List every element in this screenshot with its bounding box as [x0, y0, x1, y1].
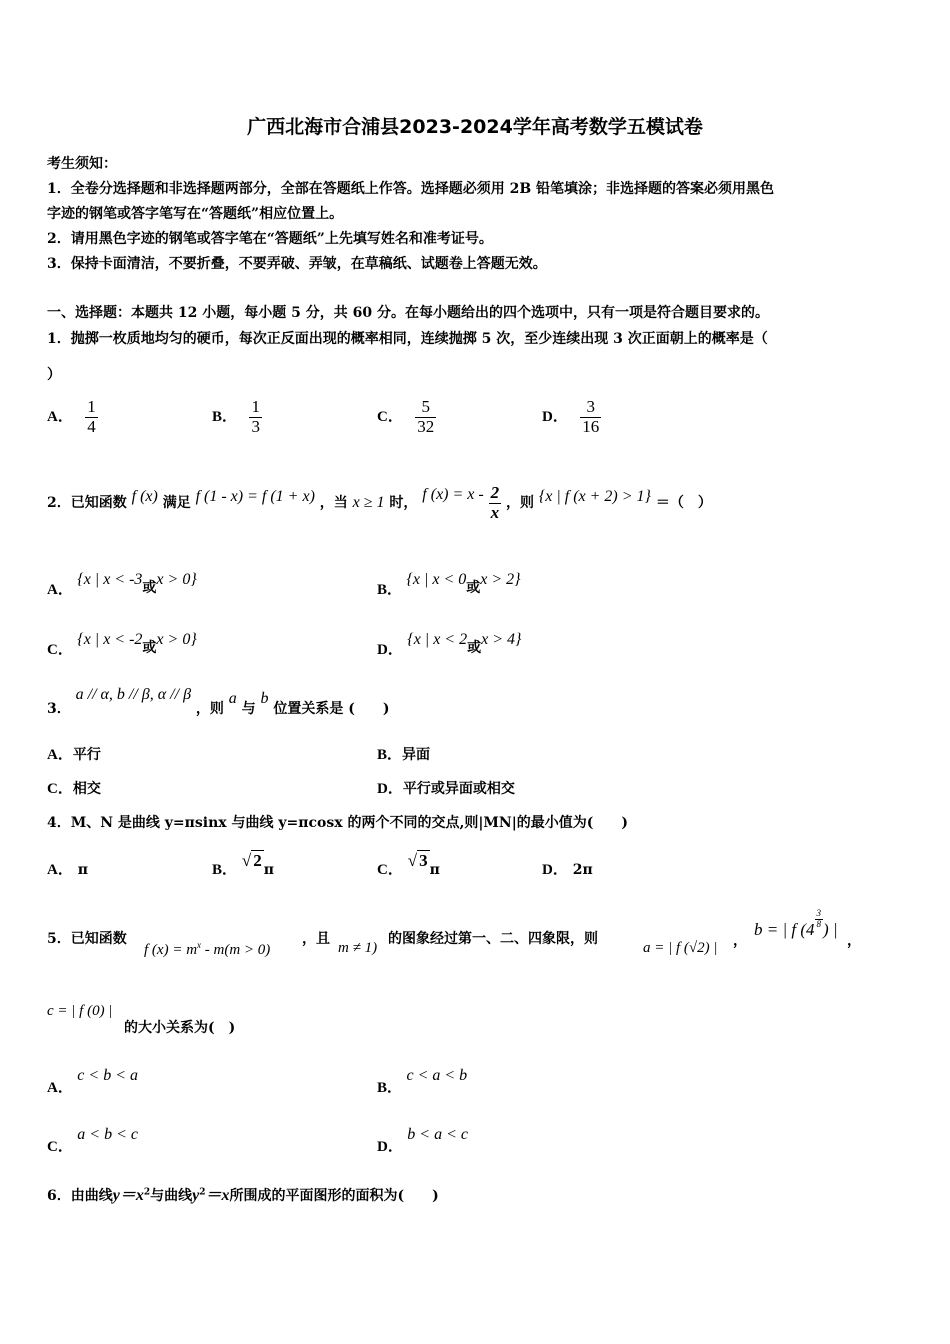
q5-c-expr: c = | f (0) |	[47, 1003, 113, 1019]
q3-text: ，则	[195, 701, 224, 717]
q1-option-a[interactable]	[47, 398, 98, 436]
q4-option-c[interactable]	[377, 851, 440, 879]
or-word: 或	[142, 640, 157, 656]
math-expr: ＝x	[205, 1187, 230, 1204]
q3-number: 3．	[47, 701, 71, 717]
option-label: C．	[47, 1139, 73, 1155]
q1-option-d[interactable]	[542, 398, 601, 436]
math-expr: x > 2}	[480, 571, 521, 588]
q4-option-a[interactable]	[47, 858, 88, 879]
option-label: A．	[47, 1080, 73, 1096]
math-expr: a // α, b // β, α // β	[75, 686, 192, 703]
math-sup: x	[197, 940, 202, 950]
notice-line-3: 3．保持卡面清洁，不要折叠，不要弄破、弄皱，在草稿纸、试题卷上答题无效。	[47, 256, 547, 272]
q2-text: ＝（ ）	[655, 495, 712, 512]
q5-function	[144, 940, 270, 959]
q4-stem: 4．M、N 是曲线 y=πsinx 与曲线 y=πcosx 的两个不同的交点,则|MN|的最小值为( )	[47, 815, 629, 831]
math-expr: - m(m > 0)	[201, 942, 271, 958]
option-text: 相交	[72, 781, 101, 797]
math-expr: x ≥ 1	[352, 494, 385, 512]
q3-text: 位置关系是 ( )	[273, 701, 390, 717]
math-expr: {x | x < 2	[407, 631, 468, 648]
math-expr: ＝x	[119, 1187, 144, 1204]
math-expr: y	[192, 1187, 200, 1204]
q5-cond: m ≠ 1)	[338, 940, 378, 956]
q5-option-a[interactable]	[47, 1064, 138, 1096]
q5-option-d[interactable]	[377, 1123, 468, 1155]
sqrt-expr: √ 2	[241, 851, 262, 870]
option-label: D．	[377, 642, 403, 658]
q5-text-4: ，	[847, 933, 861, 949]
math-expr: ) |	[823, 920, 838, 939]
math-expr: x > 0}	[156, 631, 197, 648]
option-label: C．	[47, 781, 73, 797]
option-label: B．	[212, 862, 238, 878]
notice-line-1a: 1．全卷分选择题和非选择题两部分，全部在答题纸上作答。选择题必须用 2B 铅笔填涂；非选择题的答案必须用黑色	[47, 181, 775, 197]
q5-text-5: 的大小关系为( )	[124, 1020, 236, 1036]
option-label: A．	[47, 862, 73, 878]
option-text: 2π	[572, 862, 593, 878]
math-expr: f (x) = x -	[422, 486, 484, 504]
fraction: $\frac{5}{32}$	[417, 397, 435, 436]
q5-text-1: ，且	[302, 931, 330, 947]
q3-option-a[interactable]	[47, 743, 101, 764]
q2-text: 满足	[162, 495, 191, 512]
math-expr: y	[112, 1187, 120, 1204]
q2-text: ，当	[319, 495, 348, 512]
exponent-fraction: $\frac{3}{8}$	[816, 907, 822, 929]
q5-b-expr	[754, 907, 838, 941]
q1-stem: 1．抛掷一枚质地均匀的硬币，每次正反面出现的概率相同，连续抛掷 5 次，至少连续出现 3 次正面朝上的概率是（	[47, 331, 768, 347]
option-label: A．	[47, 747, 73, 763]
section-heading: 一、选择题：本题共 12 小题，每小题 5 分，共 60 分。在每小题给出的四个选项中，只有一项是符合题目要求的。	[47, 305, 769, 321]
math-expr: {x | x < 0	[406, 571, 467, 588]
fraction: $\frac{1}{3}$	[251, 397, 260, 436]
or-word: 或	[467, 640, 482, 656]
q6-stem	[47, 1182, 439, 1205]
or-word: 或	[466, 580, 481, 596]
math-expr: a	[228, 690, 237, 707]
q2-text: ，则	[505, 495, 534, 512]
q3-option-c[interactable]	[47, 777, 101, 798]
fraction: $\frac{2}{x}$	[490, 483, 500, 522]
notice-line-2: 2．请用黑色字迹的钢笔或答字笔在“答题纸”上先填写姓名和准考证号。	[47, 231, 493, 247]
q2-text: 时，	[389, 495, 418, 512]
q2-stem	[47, 484, 712, 522]
math-expr: c < a < b	[406, 1067, 468, 1084]
q5-option-c[interactable]	[47, 1123, 138, 1155]
notice-heading: 考生须知：	[47, 156, 117, 172]
option-label: B．	[377, 1080, 403, 1096]
q3-text: 与	[241, 701, 256, 717]
q2-option-c[interactable]	[47, 628, 197, 658]
q2-option-a[interactable]	[47, 568, 197, 598]
q6-text: 所围成的平面图形的面积为( )	[229, 1188, 439, 1204]
q5-a-expr: a = | f (√2) |	[643, 940, 718, 956]
math-expr: x > 0}	[156, 571, 197, 588]
option-label: B．	[212, 409, 238, 426]
option-text: π	[429, 862, 440, 878]
math-expr: b	[260, 690, 269, 707]
math-expr: f (1 - x) = f (1 + x)	[195, 488, 315, 506]
math-expr: f (x)	[131, 488, 158, 506]
q1-option-c[interactable]	[377, 398, 436, 436]
option-text: π	[263, 862, 274, 878]
option-text: 异面	[402, 747, 431, 763]
q5-stem: 5．已知函数	[47, 931, 127, 947]
math-expr: f (x) = m	[144, 942, 198, 958]
option-label: A．	[47, 409, 73, 426]
math-sup: 2	[199, 1187, 206, 1198]
option-text: π	[77, 862, 88, 878]
q5-text-3: ，	[733, 933, 747, 949]
notice-line-1b: 字迹的钢笔或答字笔写在“答题纸”相应位置上。	[47, 206, 344, 222]
q3-stem	[47, 684, 390, 717]
option-label: D．	[542, 862, 568, 878]
option-label: B．	[377, 747, 403, 763]
fraction: $\frac{1}{4}$	[87, 397, 96, 436]
q1-stem-end: ）	[47, 367, 61, 383]
q1-option-b[interactable]	[212, 398, 262, 436]
q6-text: 与曲线	[150, 1188, 193, 1204]
option-text: 平行或异面或相交	[402, 781, 515, 797]
q5-text-2: 的图象经过第一、二、四象限，则	[388, 931, 598, 947]
math-expr: c < b < a	[77, 1067, 138, 1084]
math-expr: {x | x < -2	[77, 631, 143, 648]
option-label: A．	[47, 582, 73, 598]
math-expr: {x | x < -3	[77, 571, 143, 588]
q3-option-b[interactable]	[377, 743, 430, 764]
q5-option-b[interactable]	[377, 1064, 468, 1096]
option-label: B．	[377, 582, 403, 598]
q6-prefix: 6．由曲线	[47, 1188, 113, 1204]
math-expr: b = | f (4	[754, 920, 815, 939]
fraction: $\frac{3}{16}$	[582, 397, 600, 436]
exam-title: 广西北海市合浦县2023-2024学年高考数学五模试卷	[247, 116, 703, 138]
option-label: D．	[377, 781, 403, 797]
math-expr: b < a < c	[407, 1126, 468, 1143]
q4-option-d[interactable]	[542, 858, 593, 879]
option-label: C．	[377, 409, 403, 426]
option-label: C．	[377, 862, 403, 878]
math-expr: a < b < c	[77, 1126, 138, 1143]
sqrt-expr: √ 3	[407, 851, 428, 870]
option-text: 平行	[72, 747, 101, 763]
or-word: 或	[142, 580, 157, 596]
option-label: D．	[542, 409, 568, 426]
q3-option-d[interactable]	[377, 777, 515, 798]
q2-prefix: 2．已知函数	[47, 495, 127, 512]
option-label: C．	[47, 642, 73, 658]
q4-option-b[interactable]	[212, 851, 274, 879]
math-sup: 2	[143, 1187, 151, 1198]
q2-option-d[interactable]	[377, 628, 522, 658]
math-expr: {x | f (x + 2) > 1}	[538, 488, 651, 506]
option-label: D．	[377, 1139, 403, 1155]
q2-option-b[interactable]	[377, 568, 521, 598]
math-expr: x > 4}	[481, 631, 522, 648]
